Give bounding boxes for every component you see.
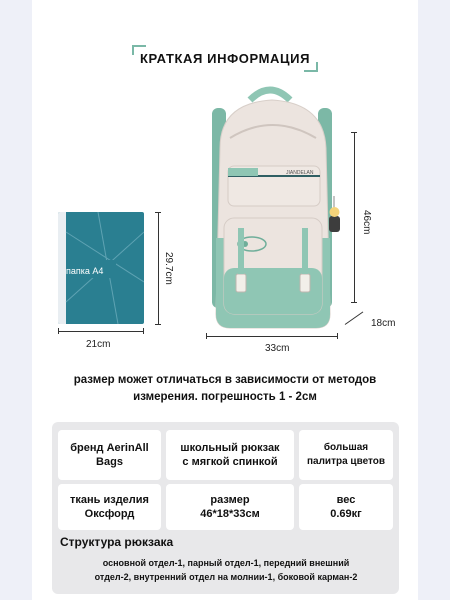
right-margin xyxy=(418,0,450,600)
backpack-image xyxy=(190,78,365,340)
folder-height-label: 29.7cm xyxy=(163,252,174,285)
spec-text: вес xyxy=(336,494,356,506)
folder-width-label: 21cm xyxy=(86,339,111,350)
structure-line-1: основной отдел-1, парный отдел-1, передний внешний xyxy=(102,558,350,568)
folder-height-line xyxy=(158,212,159,324)
spec-cell-colors xyxy=(299,430,393,480)
structure-text xyxy=(56,556,396,584)
bag-width-line xyxy=(206,336,338,337)
bag-height-label: 46cm xyxy=(361,210,372,235)
spec-text: палитра цветов xyxy=(306,456,386,467)
spec-text: размер xyxy=(210,494,250,506)
bag-height-line xyxy=(354,132,355,302)
spec-text: Bags xyxy=(96,456,123,468)
spec-text: 46*18*33см xyxy=(200,508,260,520)
bag-depth-label: 18cm xyxy=(371,318,396,329)
title-block xyxy=(0,50,450,68)
note-line-2: измерения. погрешность 1 - 2см xyxy=(133,391,317,403)
title-corner-decor xyxy=(304,62,318,72)
a4-folder-image xyxy=(58,212,144,324)
spec-text: бренд AerinAll xyxy=(70,442,149,454)
dimension-tick xyxy=(351,132,357,133)
left-margin xyxy=(0,0,32,600)
measurement-note xyxy=(0,372,450,406)
folder-label: папка А4 xyxy=(66,266,104,276)
dimension-tick xyxy=(337,333,338,339)
bag-brand-text: JIANDELAN xyxy=(286,170,314,176)
spec-cell-type xyxy=(166,430,294,480)
note-line-1: размер может отличаться в зависимости от методов xyxy=(73,374,377,386)
spec-cell-size xyxy=(166,484,294,530)
page-title-text: КРАТКАЯ ИНФОРМАЦИЯ xyxy=(139,51,311,66)
spec-text: 0.69кг xyxy=(330,508,362,520)
dimension-tick xyxy=(155,324,161,325)
dimension-tick xyxy=(155,212,161,213)
spec-cell-weight xyxy=(299,484,393,530)
spec-text: Оксфорд xyxy=(84,508,135,520)
page-title xyxy=(136,51,314,66)
dimension-tick xyxy=(206,333,207,339)
title-corner-decor xyxy=(132,45,146,55)
dimension-tick xyxy=(351,302,357,303)
spec-cell-fabric xyxy=(58,484,161,530)
spec-cell-brand xyxy=(58,430,161,480)
bag-width-label: 33cm xyxy=(265,343,290,354)
spec-text: ткань изделия xyxy=(70,494,149,506)
spec-text: школьный рюкзак xyxy=(180,442,280,454)
dimension-tick xyxy=(143,328,144,334)
spec-text: большая xyxy=(323,442,369,453)
dimension-tick xyxy=(58,328,59,334)
spec-text: с мягкой спинкой xyxy=(182,456,278,468)
folder-width-line xyxy=(58,331,144,332)
structure-line-2: отдел-2, внутренний отдел на молнии-1, боковой карман-2 xyxy=(94,572,358,582)
structure-title: Структура рюкзака xyxy=(60,535,174,549)
